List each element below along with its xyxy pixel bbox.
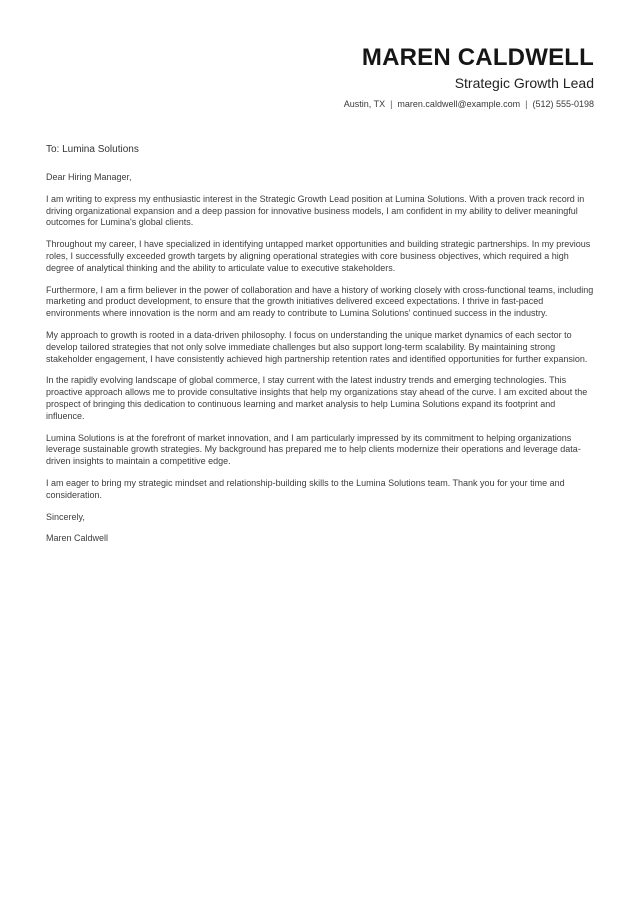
letter-paragraph: Throughout my career, I have specialized in identifying untapped market opportunities and building strategic partnerships. In my previous roles, I successfully exceeded growth targets by aligning operational strategies with core business objectives, which required a high degree of analytical thinking and the ability to articulate value to executive stakeholders.	[46, 239, 591, 273]
letter-paragraph: I am writing to express my enthusiastic interest in the Strategic Growth Lead position at Lumina Solutions. With a proven track record in driving organizational expansion and a deep passion for innovative business models, I am confident in my ability to deliver meaningful outcomes for Lumina's global clients.	[46, 193, 585, 228]
contact-location: Austin, TX	[343, 99, 386, 109]
letter-body	[46, 194, 594, 502]
letter-paragraph: Lumina Solutions is at the forefront of market innovation, and I am particularly impressed by its commitment to helping organizations leverage sustainable growth strategies. My background has prepared me to help clients modernize their operations and leverage data-driven insights to maintain a competitive edge.	[46, 432, 581, 467]
letter-paragraph: My approach to growth is rooted in a data-driven philosophy. I focus on understanding the unique market dynamics of each sector to develop tailored strategies that not only solve immediate challenges but also support long-term scalability. By maintaining strong stakeholder engagement, I have consistently achieved high partnership retention rates and identified opportunities for further expansion.	[46, 329, 588, 364]
contact-email: maren.caldwell@example.com	[397, 99, 521, 109]
candidate-name: MAREN CALDWELL	[361, 44, 594, 71]
closing: Sincerely,	[46, 511, 85, 522]
letter-paragraph: Furthermore, I am a firm believer in the power of collaboration and have a history of working closely with cross-functional teams, including marketing and product development, to ensure that the growth initiatives delivered exceed expectations. I thrive in fast-paced environments where innovation is the norm and am ready to contribute to Lumina Solutions' continued success in the industry.	[46, 284, 594, 319]
contact-phone: (512) 555-0198	[532, 99, 594, 109]
contact-line	[46, 98, 594, 110]
candidate-title: Strategic Growth Lead	[454, 75, 594, 91]
contact-separator: |	[525, 99, 528, 109]
letter-paragraph: I am eager to bring my strategic mindset and relationship-building skills to the Lumina Solutions team. Thank you for your time and consideration.	[46, 477, 565, 500]
salutation: Dear Hiring Manager,	[46, 172, 132, 182]
contact-separator: |	[390, 99, 393, 109]
letter-header	[46, 44, 594, 110]
letter-paragraph: In the rapidly evolving landscape of global commerce, I stay current with the latest industry trends and emerging technologies. This proactive approach allows me to provide consultative insights that help my organizations stay ahead of the curve. I am excited about the prospect of bringing this dedication to continuous learning and market analysis to help Lumina Solutions expand its footprint and influence.	[46, 375, 588, 421]
signature: Maren Caldwell	[46, 533, 109, 544]
recipient-line: To: Lumina Solutions	[46, 144, 139, 155]
